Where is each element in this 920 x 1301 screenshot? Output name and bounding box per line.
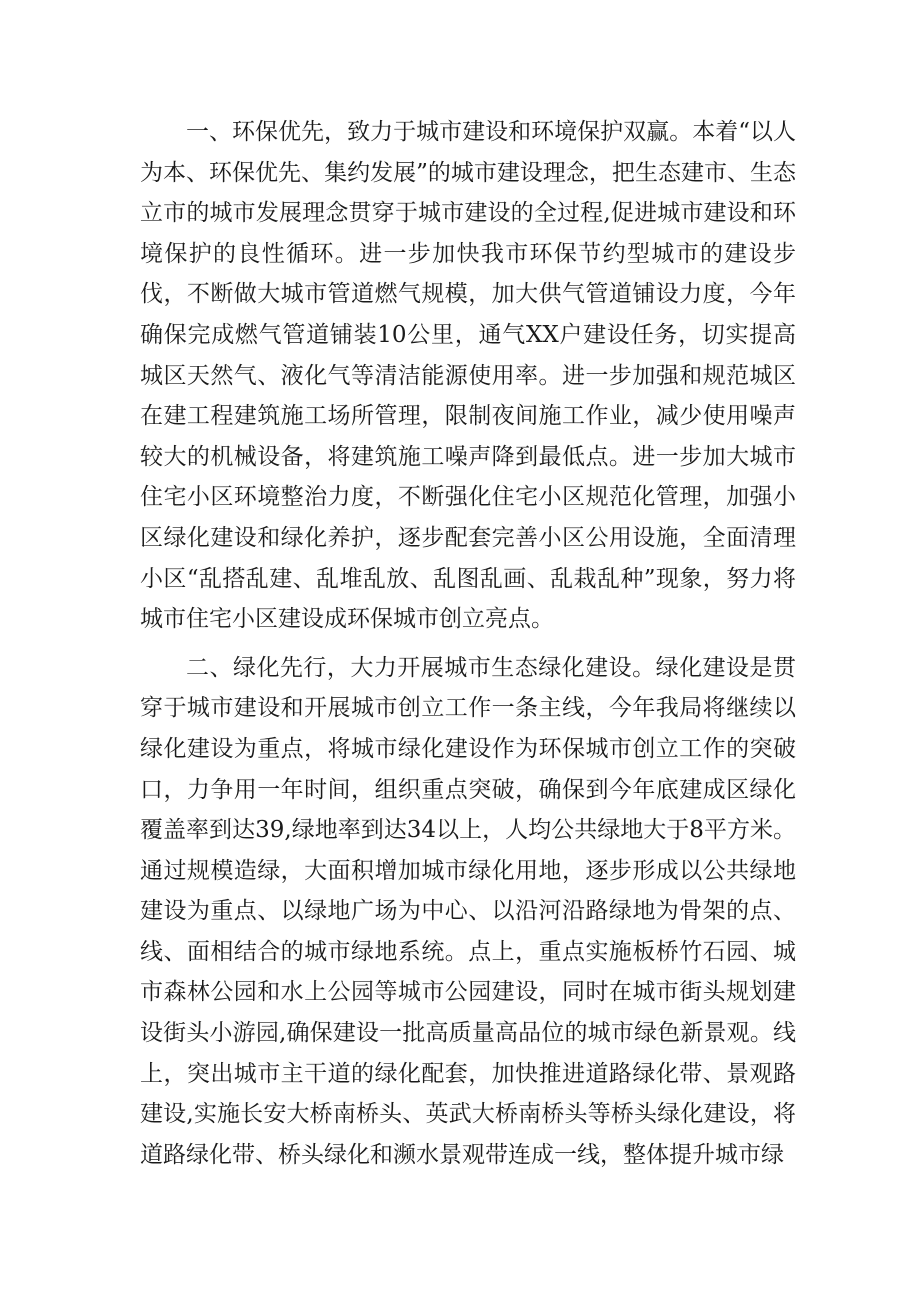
paragraph-greening: 二、绿化先行，大力开展城市生态绿化建设。绿化建设是贯穿于城市建设和开展城市创立工作一条主线，今年我局将继续以绿化建设为重点，将城市绿化建设作为环保城市创立工作的突破口，力争用一年时间，组织重点突破，确保到今年底建成区绿化覆盖率到达39,绿地率到达34以上，人均公共绿地大于8平方米。通过规模造绿，大面积增加城市绿化用地，逐步形成以公共绿地建设为重点、以绿地广场为中心、以沿河沿路绿地为骨架的点、线、面相结合的城市绿地系统。点上，重点实施板桥竹石园、城市森林公园和水上公园等城市公园建设，同时在城市街头规划建设街头小游园,确保建设一批高质量高品位的城市绿色新景观。线上，突出城市主干道的绿化配套，加快推进道路绿化带、景观路建设,实施长安大桥南桥头、英武大桥南桥头等桥头绿化建设，将道路绿化带、桥头绿化和濒水景观带连成一线，整体提升城市绿 [140, 654, 796, 1168]
paragraph-environmental-protection: 一、环保优先，致力于城市建设和环境保护双赢。本着“以人为本、环保优先、集约发展”的城市建设理念，把生态建市、生态立市的城市发展理念贯穿于城市建设的全过程,促进城市建设和环境保护的良性循环。进一步加快我市环保节约型城市的建设步伐，不断做大城市管道燃气规模，加大供气管道铺设力度，今年确保完成燃气管道铺装10公里，通气XX户建设任务，切实提高城区天然气、液化气等清洁能源使用率。进一步加强和规范城区在建工程建筑施工场所管理，限制夜间施工作业，减少使用噪声较大的机械设备，将建筑施工噪声降到最低点。进一步加大城市住宅小区环境整治力度，不断强化住宅小区规范化管理，加强小区绿化建设和绿化养护，逐步配套完善小区公用设施，全面清理小区“乱搭乱建、乱堆乱放、乱图乱画、乱栽乱种”现象，努力将城市住宅小区建设成环保城市创立亮点。 [140, 119, 796, 633]
document-body [140, 112, 796, 1183]
